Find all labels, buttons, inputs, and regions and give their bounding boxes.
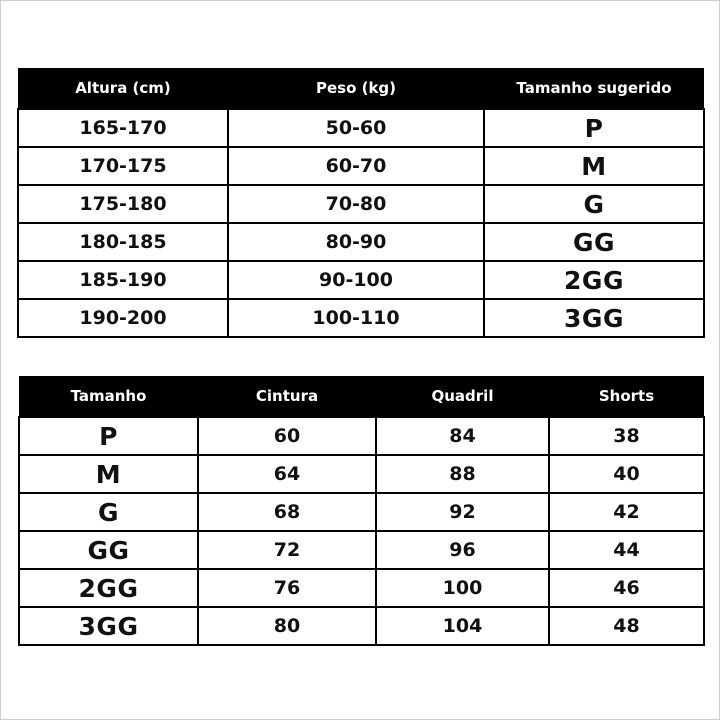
height-cell: 170-175 [18,147,228,185]
weight-cell: 100-110 [228,299,484,337]
table-row [19,493,704,531]
shorts-cell: 46 [549,569,704,607]
hip-cell: 96 [376,531,549,569]
size-cell: 2GG [484,261,704,299]
header-suggested-size: Tamanho sugerido [484,68,704,109]
shorts-cell: 44 [549,531,704,569]
body-measurements-table [18,376,705,646]
height-weight-size-table [17,68,705,338]
weight-cell: 70-80 [228,185,484,223]
table-row [19,531,704,569]
shorts-cell: 40 [549,455,704,493]
table-row [18,261,704,299]
hip-cell: 104 [376,607,549,645]
weight-cell: 90-100 [228,261,484,299]
size-cell: 2GG [19,569,198,607]
hip-cell: 100 [376,569,549,607]
waist-cell: 64 [198,455,376,493]
shorts-cell: 48 [549,607,704,645]
header-hip: Quadril [376,376,549,417]
size-cell: P [484,109,704,147]
weight-cell: 60-70 [228,147,484,185]
height-cell: 165-170 [18,109,228,147]
header-weight: Peso (kg) [228,68,484,109]
header-height: Altura (cm) [18,68,228,109]
table-row [19,455,704,493]
size-cell: 3GG [484,299,704,337]
height-cell: 190-200 [18,299,228,337]
height-cell: 175-180 [18,185,228,223]
size-cell: G [19,493,198,531]
waist-cell: 72 [198,531,376,569]
size-cell: P [19,417,198,455]
hip-cell: 84 [376,417,549,455]
size-cell: GG [19,531,198,569]
size-cell: 3GG [19,607,198,645]
header-shorts: Shorts [549,376,704,417]
hip-cell: 88 [376,455,549,493]
table-row [19,417,704,455]
size-cell: M [19,455,198,493]
table-row [18,223,704,261]
table-row [19,607,704,645]
shorts-cell: 38 [549,417,704,455]
waist-cell: 76 [198,569,376,607]
table-row [19,569,704,607]
shorts-cell: 42 [549,493,704,531]
table-row [18,299,704,337]
table-row [18,109,704,147]
weight-cell: 50-60 [228,109,484,147]
header-size: Tamanho [19,376,198,417]
height-cell: 180-185 [18,223,228,261]
header-waist: Cintura [198,376,376,417]
hip-cell: 92 [376,493,549,531]
table-header-row [18,68,704,109]
size-cell: M [484,147,704,185]
table-row [18,147,704,185]
weight-cell: 80-90 [228,223,484,261]
waist-cell: 60 [198,417,376,455]
size-cell: G [484,185,704,223]
table-row [18,185,704,223]
waist-cell: 68 [198,493,376,531]
waist-cell: 80 [198,607,376,645]
height-cell: 185-190 [18,261,228,299]
table-header-row [19,376,704,417]
size-cell: GG [484,223,704,261]
